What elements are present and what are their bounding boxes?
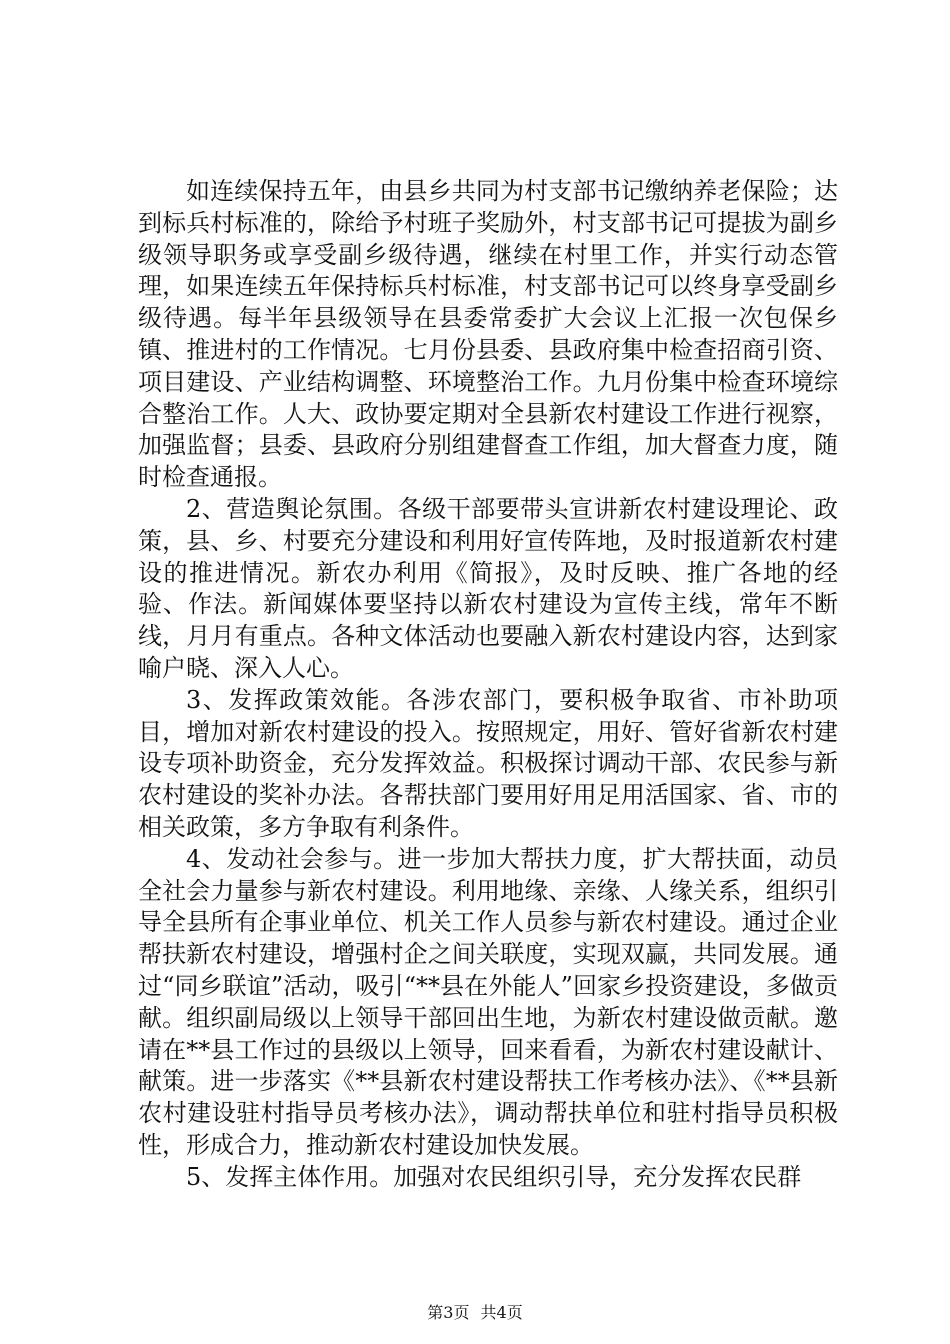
document-body <box>138 176 838 1194</box>
paragraph-main-role: 5、发挥主体作用。加强对农民组织引导，充分发挥农民群 <box>186 1162 802 1191</box>
page-number-footer: 第3页 共4页 <box>427 1303 523 1322</box>
paragraph-social-participation: 4、发动社会参与。进一步加大帮扶力度，扩大帮扶面，动员全社会力量参与新农村建设。利用地缘、亲缘、人缘关系，组织引导全县所有企事业单位、机关工作人员参与新农村建设。通过企业帮扶新农村建设，增强村企之间关联度，实现双赢，共同发展。通过“同乡联谊”活动，吸引“**县在外能人”回家乡投资建设，多做贡献。组织副局级以上领导干部回出生地，为新农村建设做贡献。邀请在**县工作过的县级以上领导，回来看看，为新农村建设献计、献策。进一步落实《**县新农村建设帮扶工作考核办法》、《**县新农村建设驻村指导员考核办法》，调动帮扶单位和驻村指导员积极性，形成合力，推动新农村建设加快发展。 <box>138 844 838 1159</box>
paragraph-public-opinion: 2、营造舆论氛围。各级干部要带头宣讲新农村建设理论、政策，县、乡、村要充分建设和利用好宣传阵地，及时报道新农村建设的推进情况。新农办利用《简报》，及时反映、推广各地的经验、作法。新闻媒体要坚持以新农村建设为宣传主线，常年不断线，月月有重点。各种文体活动也要融入新农村建设内容，达到家喻户晓、深入人心。 <box>138 494 838 682</box>
paragraph-policy-efficacy: 3、发挥政策效能。各涉农部门，要积极争取省、市补助项目，增加对新农村建设的投入。按照规定，用好、管好省新农村建设专项补助资金，充分发挥效益。积极探讨调动干部、农民参与新农村建设的奖补办法。各帮扶部门要用好用足用活国家、省、市的相关政策，多方争取有利条件。 <box>138 685 838 841</box>
paragraph-continuation: 如连续保持五年，由县乡共同为村支部书记缴纳养老保险；达到标兵村标准的，除给予村班子奖励外，村支部书记可提拔为副乡级领导职务或享受副乡级待遇，继续在村里工作，并实行动态管理，如果连续五年保持标兵村标准，村支部书记可以终身享受副乡级待遇。每半年县级领导在县委常委扩大会议上汇报一次包保乡镇、推进村的工作情况。七月份县委、县政府集中检查招商引资、项目建设、产业结构调整、环境整治工作。九月份集中检查环境综合整治工作。人大、政协要定期对全县新农村建设工作进行视察，加强监督；县委、县政府分别组建督查工作组，加大督查力度，随时检查通报。 <box>138 177 838 492</box>
